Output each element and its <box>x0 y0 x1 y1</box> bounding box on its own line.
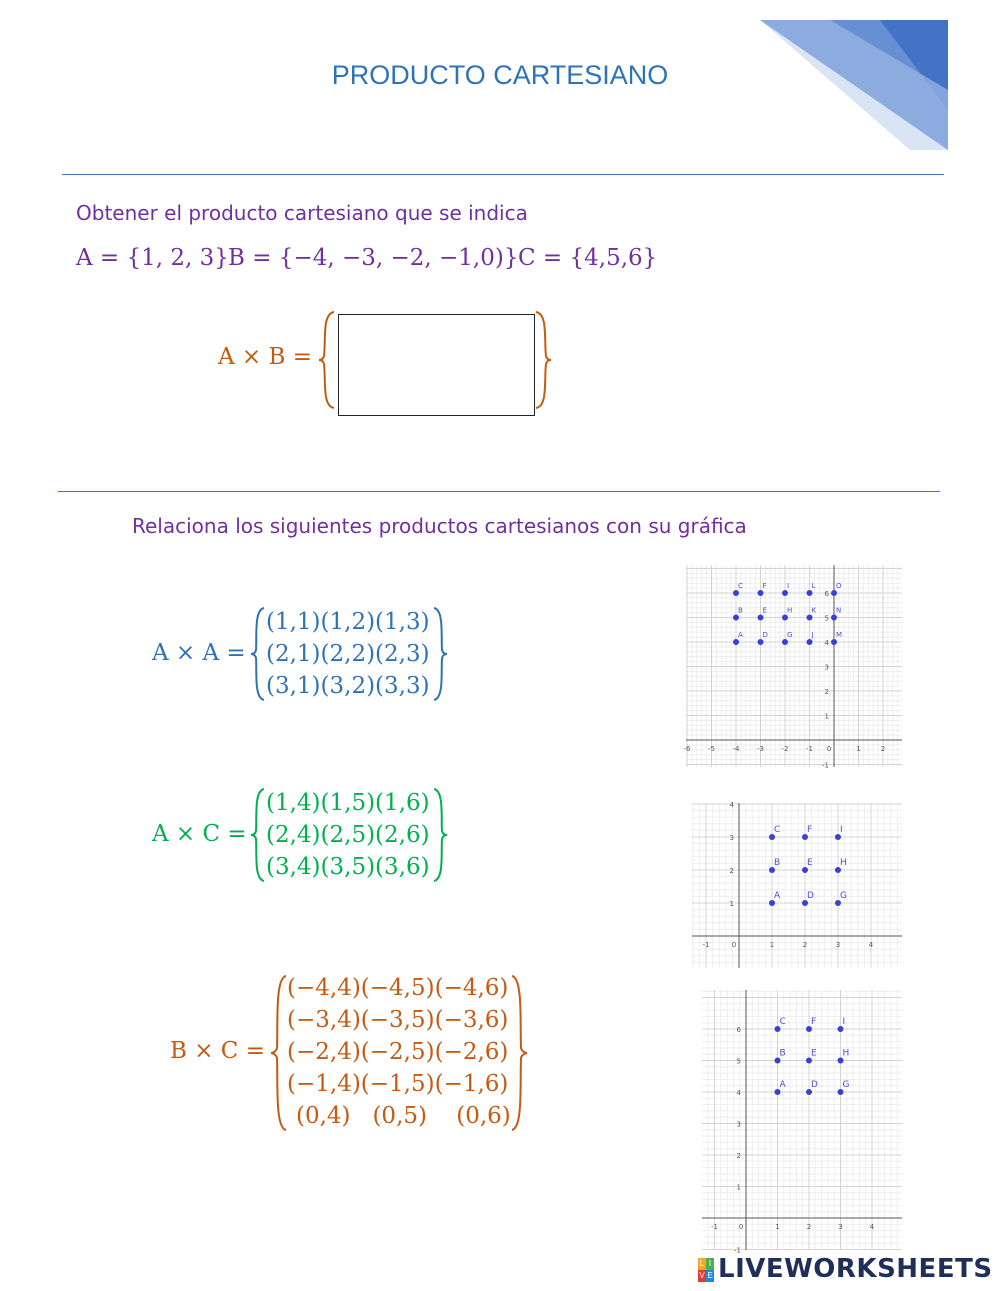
page-title: PRODUCTO CARTESIANO <box>331 60 669 90</box>
y-tick-label: 6 <box>736 1026 741 1034</box>
point-K <box>807 615 813 621</box>
point-label: C <box>774 825 781 835</box>
aa-row-1: (1,1)(1,2)(1,3) <box>266 609 430 635</box>
x-tick-label: 1 <box>856 745 861 753</box>
y-tick-label: -1 <box>822 761 829 770</box>
bc-left-brace <box>270 974 288 1132</box>
y-tick-label: -1 <box>734 1246 741 1255</box>
point-label: H <box>787 606 793 615</box>
bc-row-2: (−3,4)(−3,5)(−3,6) <box>287 1007 509 1033</box>
aa-right-brace <box>432 606 448 702</box>
point-label: G <box>840 891 847 901</box>
x-tick-label: 0 <box>738 1223 744 1231</box>
point-I <box>782 590 788 596</box>
point-label: A <box>774 891 781 901</box>
instruction-1: Obtener el producto cartesiano que se indica <box>76 201 528 225</box>
graph-1[interactable] <box>683 565 902 770</box>
liveworksheets-badge <box>698 1258 714 1282</box>
x-tick-label: 4 <box>868 941 874 949</box>
set-c: C = {4,5,6} <box>518 245 658 271</box>
left-brace <box>318 310 338 410</box>
aa-left-brace <box>250 606 266 702</box>
point-label: F <box>762 582 767 590</box>
axb-label: A × B = <box>218 344 312 370</box>
point-label: B <box>774 858 781 868</box>
x-tick-label: -3 <box>757 745 764 753</box>
badge-letter: E <box>707 1271 713 1280</box>
point-O <box>831 590 837 596</box>
point-label: B <box>779 1048 786 1059</box>
x-tick-label: 1 <box>769 941 775 949</box>
axb-answer-box[interactable] <box>338 314 535 416</box>
y-tick-label: 6 <box>824 590 829 598</box>
point-label: C <box>738 582 743 590</box>
y-tick-label: 5 <box>824 614 829 623</box>
x-tick-label: 0 <box>731 941 737 949</box>
point-label: M <box>836 631 843 639</box>
y-tick-label: 2 <box>824 688 829 696</box>
x-tick-label: 3 <box>835 941 841 949</box>
ac-left-brace <box>250 787 266 883</box>
right-brace <box>532 310 552 410</box>
ac-right-brace <box>432 787 448 883</box>
point-J <box>807 639 813 645</box>
x-tick-label: -2 <box>781 745 789 753</box>
point-label: E <box>807 858 813 868</box>
point-label: L <box>811 582 816 590</box>
product-aa-rows <box>266 606 430 702</box>
point-label: I <box>840 825 843 835</box>
point-label: A <box>738 631 743 639</box>
graph-2[interactable] <box>692 803 902 968</box>
point-label: F <box>807 825 813 835</box>
point-label: O <box>836 582 842 590</box>
point-G <box>782 639 788 645</box>
point-C <box>733 590 739 596</box>
point-F <box>758 590 764 596</box>
point-D <box>758 639 764 645</box>
set-a: A = {1, 2, 3} <box>76 245 229 271</box>
product-aa-label: A × A = <box>152 640 246 666</box>
x-tick-label: 2 <box>806 1223 812 1231</box>
x-tick-label: 2 <box>802 941 808 949</box>
liveworksheets-logo: LIVEWORKSHEETS <box>718 1254 993 1284</box>
ac-row-3: (3,4)(3,5)(3,6) <box>266 854 430 880</box>
y-tick-label: 2 <box>729 867 734 875</box>
y-tick-label: 1 <box>736 1183 741 1192</box>
y-tick-label: 3 <box>736 1120 741 1129</box>
x-tick-label: -6 <box>683 745 691 753</box>
point-H <box>782 615 788 621</box>
point-label: G <box>787 631 793 639</box>
bc-row-5: (0,4) (0,5) (0,6) <box>296 1103 511 1129</box>
bc-row-1: (−4,4)(−4,5)(−4,6) <box>287 975 509 1001</box>
badge-letter: V <box>699 1271 705 1280</box>
point-label: E <box>762 606 767 615</box>
point-label: H <box>840 858 847 868</box>
point-B <box>733 615 739 621</box>
x-tick-label: -4 <box>732 745 740 753</box>
product-bc-rows <box>287 972 511 1132</box>
point-label: C <box>779 1017 786 1027</box>
y-tick-label: 3 <box>729 834 734 842</box>
point-L <box>807 590 813 596</box>
product-ac-rows <box>266 787 430 883</box>
point-label: I <box>787 582 790 590</box>
point-label: G <box>842 1080 850 1090</box>
point-label: D <box>762 631 768 639</box>
x-tick-label: -1 <box>702 941 710 949</box>
y-tick-label: 5 <box>736 1057 741 1066</box>
y-tick-label: 3 <box>824 663 829 672</box>
y-tick-label: 1 <box>729 900 734 908</box>
product-bc-label: B × C = <box>170 1038 265 1064</box>
point-label: H <box>842 1048 850 1059</box>
divider-middle <box>58 491 940 492</box>
point-label: K <box>811 606 817 615</box>
bc-row-4: (−1,4)(−1,5)(−1,6) <box>287 1071 509 1097</box>
y-tick-label: 2 <box>736 1152 741 1160</box>
point-label: N <box>836 606 842 615</box>
product-ac-label: A × C = <box>152 821 247 847</box>
x-tick-label: 2 <box>880 745 886 753</box>
y-tick-label: 4 <box>736 1089 741 1097</box>
point-M <box>831 639 837 645</box>
point-A <box>733 639 739 645</box>
y-tick-label: 1 <box>824 712 829 721</box>
point-label: E <box>811 1048 817 1059</box>
divider-top <box>62 174 944 175</box>
point-label: B <box>738 606 743 615</box>
point-label: F <box>811 1017 817 1027</box>
ac-row-2: (2,4)(2,5)(2,6) <box>266 822 430 848</box>
x-tick-label: 4 <box>869 1223 875 1231</box>
x-tick-label: 0 <box>826 745 832 753</box>
y-tick-label: 4 <box>729 801 734 809</box>
x-tick-label: -1 <box>711 1223 718 1231</box>
point-label: D <box>811 1080 818 1090</box>
point-N <box>831 615 837 621</box>
graph-3[interactable] <box>702 990 902 1255</box>
point-E <box>758 615 764 621</box>
x-tick-label: -1 <box>806 745 813 753</box>
x-tick-label: 3 <box>838 1223 843 1231</box>
point-label: I <box>842 1017 846 1027</box>
badge-letter: I <box>706 1258 714 1270</box>
y-tick-label: 4 <box>824 639 829 647</box>
bc-row-3: (−2,4)(−2,5)(−2,6) <box>287 1039 509 1065</box>
set-b: B = {−4, −3, −2, −1,0)} <box>228 245 519 271</box>
x-tick-label: -5 <box>708 745 715 753</box>
point-label: D <box>807 891 814 901</box>
bc-right-brace <box>510 974 528 1132</box>
aa-row-2: (2,1)(2,2)(2,3) <box>266 641 430 667</box>
badge-letter: L <box>699 1259 705 1268</box>
ac-row-1: (1,4)(1,5)(1,6) <box>266 790 430 816</box>
point-label: J <box>811 631 814 639</box>
point-label: A <box>779 1080 786 1090</box>
instruction-2: Relaciona los siguientes productos cartesianos con su gráfica <box>132 514 747 538</box>
aa-row-3: (3,1)(3,2)(3,3) <box>266 673 430 699</box>
x-tick-label: 1 <box>775 1223 780 1231</box>
